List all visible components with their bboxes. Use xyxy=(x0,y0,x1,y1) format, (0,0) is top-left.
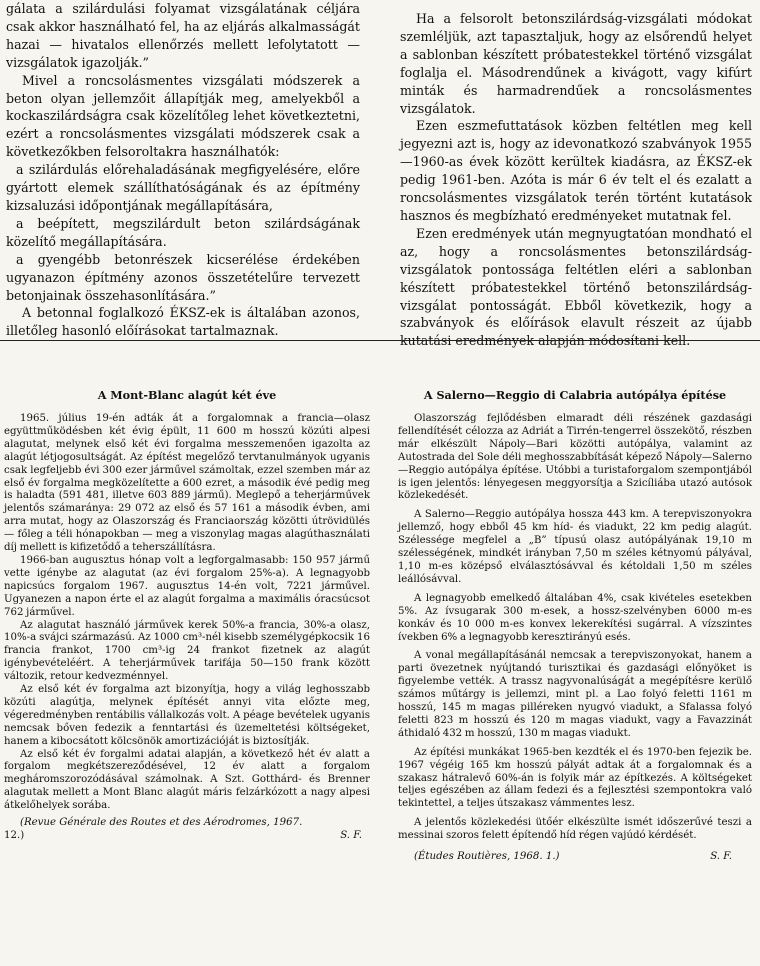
article-source xyxy=(4,816,370,842)
source-title: (Études Routières, 1968. 1.) xyxy=(414,851,560,863)
article-mont-blanc xyxy=(4,388,370,842)
article-salerno-reggio xyxy=(398,388,752,862)
paragraph: A jelentős közlekedési ütőér elkészülte ismét időszerűvé teszi a messinai szoros felett építendő híd régen vajúdó kérdését. xyxy=(398,817,752,842)
paragraph: Az első két év forgalma azt bizonyítja, hogy a világ leghosszabb közúti alagútja, melynek építését annyi vita előzte meg, végeredményben rentábilis vállalkozás volt. A péage bevételek ugyanis nemcsak bőven fedezik a fenntartási és üzemeltetési költségeket, hanem a kibocsátott kölcsönök amortizációját is biztosítják. xyxy=(4,684,370,747)
section-divider xyxy=(0,340,760,341)
article-title: A Salerno—Reggio di Calabria autópálya építése xyxy=(423,388,727,402)
top-left-column xyxy=(6,0,360,340)
author-signature: S. F. xyxy=(710,851,732,863)
paragraph: Ezen eredmények után megnyugtatóan mondható el az, hogy a roncsolásmentes betonszilárdság-vizsgálatok pontossága feltétlen eléri a sablonban készített próbatestekkel történő betonszilárdság-vizsgálat pontosságát. Ebből következik, hogy a szabványok és előírások elavult részeit az újabb kutatási eredmények alapján módosítani kell. xyxy=(400,225,752,349)
paragraph: A vonal megállapításánál nemcsak a terepviszonyokat, hanem a parti övezetnek nyújtandó turisztikai és gazdasági előnyöket is figyelembe vették. A trassz nagyvonalúságát a megépítésre kerülő számos műtárgy is jellemzi, mint pl. a Lao folyó feletti 1161 m hosszú, 145 m magas pilléreken nyugvó viadukt, a Sfalassa folyó feletti 823 m hosszú és 120 m magas viadukt, vagy a Favazzinát áthidaló 432 m hosszú, 130 m magas viadukt. xyxy=(398,650,752,739)
paragraph: A betonnal foglalkozó ÉKSZ-ek is általában azonos, illetőleg hasonló előírásokat tartalmaznak. xyxy=(6,305,360,339)
paragraph: Olaszország fejlődésben elmaradt déli részének gazdasági fellendítését célozza az Adriát a Tirrén-tengerrel összekötő, részben már elkészült Nápoly—Bari közötti autópálya, valamint az Autostrada del Sole déli meghosszabbítását képező Nápoly—Salerno—Reggio autópálya építése. Utóbbi a turistaforgalom szempontjából is igen jelentős: lényegesen meggyorsítja a Szicíliába utazó autósok közlekedését. xyxy=(398,413,752,502)
paragraph: gálata a szilárdulási folyamat vizsgálatának céljára csak akkor használható fel, ha az eljárás alkalmasságát hazai — hivatalos ellenőrzés mellett lefolytatott — vizsgálatok igazolják.” xyxy=(6,1,360,70)
paragraph: A Salerno—Reggio autópálya hossza 443 km. A terepviszonyokra jellemző, hogy ebből 45 km híd- és viadukt, 22 km pedig alagút. Szélessége megfelel a „B” típusú olasz autópályának 19,10 m szélességének, mindkét irányban 7,50 m széles kétnyomú pályával, 1,10 m-es középső elválasztósávval és kétoldali 1,50 m széles leállósávval. xyxy=(398,509,752,585)
paragraph: 1966-ban augusztus hónap volt a legforgalmasabb: 150 957 jármű vette igénybe az alagutat (az évi forgalom 25%-a). A legnagyobb napicsúcs forgalom 1967. augusztus 14-én volt, 7221 járművel. Ugyanezen a napon érte el az alagút forgalma a maximális óracsúcsot 762 járművel. xyxy=(4,554,370,618)
paragraph: Az építési munkákat 1965-ben kezdték el és 1970-ben fejezik be. 1967 végéig 165 km hosszú pályát adtak át a forgalomnak és a szakasz hátralevő 60%-án is folyik már az építkezés. A költségeket teljes egészében az állam fedezi és a fejlesztési szempontokra való tekintettel, a teljes útszakasz vámmentes lesz. xyxy=(398,746,752,810)
author-signature: S. F. xyxy=(340,830,362,842)
list-item: a gyengébb betonrészek kicserélése érdekében ugyanazon építmény azonos összetételűre tervezett betonjainak összehasonlítására.” xyxy=(6,251,360,303)
top-right-column xyxy=(400,10,752,350)
paragraph: Ha a felsorolt betonszilárdság-vizsgálati módokat szemléljük, azt tapasztaljuk, hogy az elsőrendű helyet a sablonban készített próbatestekkel történő vizsgálat foglalja el. Másodrendűnek a kivágott, vagy kifúrt minták és harmadrendűek a roncsolásmentes vizsgálatok. xyxy=(400,11,752,116)
paragraph: Ezen eszmefuttatások közben feltétlen meg kell jegyezni azt is, hogy az idevonatkozó szabványok 1955—1960-as évek között kerültek kiadásra, az ÉKSZ-ek pedig 1961-ben. Azóta is már 6 év telt el és ezalatt a roncsolásmentes vizsgálatok terén történt kutatások hasznos és megbízható eredményeket mutatnak fel. xyxy=(400,118,752,223)
paragraph: A legnagyobb emelkedő általában 4%, csak kivételes esetekben 5%. Az ívsugarak 300 m-esek, a hossz-szelvényben 6000 m-es konkáv és 10 000 m-es konvex lekerekítési sugárral. A vízszintes ívekben 6% a legnagyobb keresztirányú esés. xyxy=(398,592,752,643)
article-source xyxy=(398,851,752,862)
source-title: (Revue Générale des Routes et des Aérodromes, 1967. xyxy=(20,817,303,829)
paragraph: Mivel a roncsolásmentes vizsgálati módszerek a beton olyan jellemzőit állapítják meg, amelyekből a kockaszilárdságra csak közelítőleg lehet következtetni, ezért a roncsolásmentes vizsgálati módszerek csak a következőkben felsoroltakra használhatók: xyxy=(6,72,360,160)
list-item: a szilárdulás előrehaladásának megfigyelésére, előre gyártott elemek szállíthatóságának és az építmény kizsaluzási időpontjának megállapítására, xyxy=(6,162,360,213)
list-item: a beépített, megszilárdult beton szilárdságának közelítő megállapítására. xyxy=(6,215,360,249)
paragraph: Az alagutat használó járművek kerek 50%-a francia, 30%-a olasz, 10%-a svájci származású. Az 1000 cm³-nél kisebb személygépkocsik 16 francia frankot, 1700 cm³-ig 24 frankot fizetnek az alagút igénybevételéért. A teherjárművek tarifája 50—150 frank között változik, retour kedvezménnyel. xyxy=(4,619,370,683)
source-issue: 12.) xyxy=(4,830,25,842)
paragraph: 1965. július 19-én adták át a forgalomnak a francia—olasz együttműködésben két évig épült, 11 600 m hosszú közúti alpesi alagutat, melynek első két évi forgalma messzemenően igazolta az alagút létjogosultságát. Az építést megelőző tervtanulmányok ugyanis csak legfeljebb évi 300 ezer járművel számoltak, ezzel szemben már az első év forgalma megközelítette a 600 ezret, a második évé pedig meg is haladta (591 481, illetve 603 889 jármű). Meglepő a teherjárművek jelentős számaránya: 29 072 az első és 57 161 a második évben, ami arra mutat, hogy az Olaszország és Franciaország közötti útrövidülés — főleg a téli hónapokban — meg a viszonylag magas alagúthasználati díj mellett is kifizetődő a teherszállításra. xyxy=(4,413,370,554)
article-title: A Mont-Blanc alagút két éve xyxy=(97,388,277,402)
paragraph: Az első két év forgalmi adatai alapján, a következő hét év alatt a forgalom megkétszereződésével, 12 év alatt a forgalom megháromszorozódásával számolnak. A Szt. Gotthárd- és Brenner alagutak mellett a Mont Blanc alagút máris felzárkózott a nagy alpesi átkelőhelyek sorába. xyxy=(4,748,370,812)
